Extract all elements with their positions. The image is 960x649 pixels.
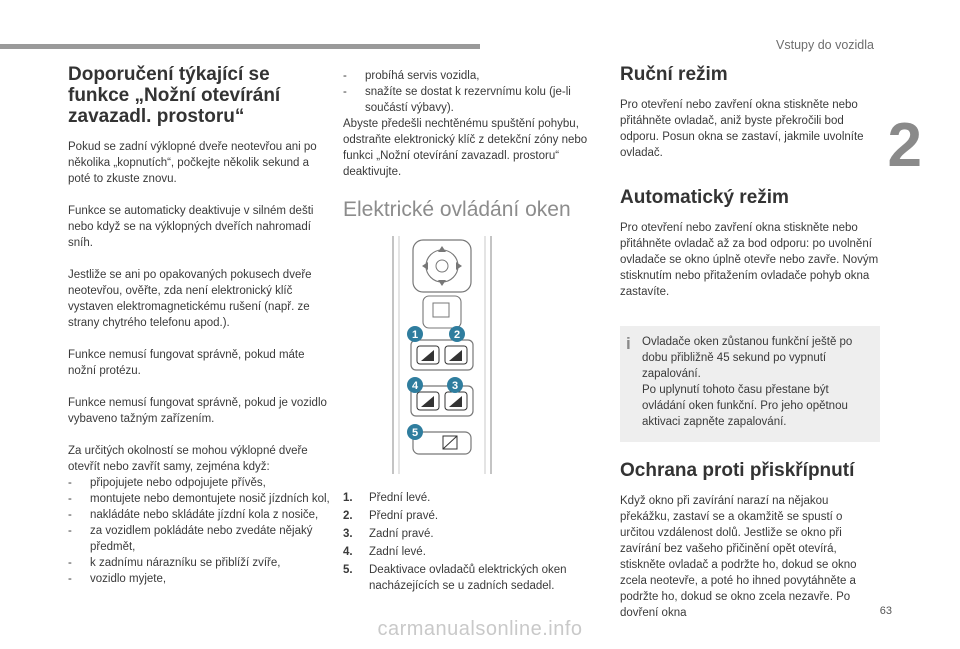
callout-4: 4	[411, 380, 419, 392]
legend-text: Přední pravé.	[369, 510, 439, 522]
list-item: - snažíte se dostat k rezervnímu kolu (je-li součástí výbavy).	[343, 84, 593, 116]
chapter-number: 2	[887, 111, 922, 180]
paragraph: Pro otevření nebo zavření okna stiskněte nebo přitáhněte ovladač, aniž byste překročili bod odporu. Posun okna se zastaví, jakmile uvolníte ovladač.	[620, 99, 864, 159]
legend-text: Zadní levé.	[369, 546, 426, 558]
legend-number: 4.	[343, 546, 353, 558]
list-item: - nakládáte nebo skládáte jízdní kola z nosiče,	[68, 507, 330, 523]
callout-3: 3	[451, 380, 459, 392]
callout-2: 2	[453, 329, 461, 341]
list-item: - montujete nebo demontujete nosič jízdních kol,	[68, 491, 330, 507]
legend-text: Deaktivace ovladačů elektrických oken nacházejících se u zadních sedadel.	[369, 564, 567, 592]
column-middle	[343, 68, 593, 596]
header-bar	[0, 44, 480, 49]
legend-number: 1.	[343, 492, 353, 504]
window-switch-panel-illustration	[387, 236, 497, 474]
section-title-foot-opening: Doporučení týkající se funkce „Nožní otevírání zavazadl. prostoru“	[68, 64, 281, 127]
info-icon: i	[626, 334, 631, 353]
legend-item	[343, 508, 593, 524]
legend-item	[343, 544, 593, 560]
paragraph: Pokud se zadní výklopné dveře neotevřou ani po několika „kopnutích“, počkejte několik sekund a poté to zkuste znovu.	[68, 141, 317, 185]
list-item: - probíhá servis vozidla,	[343, 68, 593, 84]
conditions-list	[68, 475, 330, 587]
info-text: Po uplynutí tohoto času přestane být ovládání oken funkční. Pro jeho opětnou aktivaci zapněte zapalování.	[642, 384, 848, 428]
list-item: - vozidlo myjete,	[68, 571, 330, 587]
window-switch-panel-icon	[387, 236, 497, 474]
paragraph: Jestliže se ani po opakovaných pokusech dveře neotevřou, ověřte, zda není elektronický klíč vystaven elektromagnetickému rušení (např. ze strany chytrého telefonu apod.).	[68, 269, 312, 329]
section-title-anti-pinch: Ochrana proti přiskřípnutí	[620, 460, 855, 481]
column-left	[68, 64, 330, 587]
info-text: Ovladače oken zůstanou funkční ještě po dobu přibližně 45 sekund po vypnutí zapalování.	[642, 336, 853, 380]
section-title-auto-mode: Automatický režim	[620, 187, 789, 208]
legend-number: 3.	[343, 528, 353, 540]
section-title-power-windows: Elektrické ovládání oken	[343, 198, 571, 221]
callout-1: 1	[411, 329, 419, 341]
page-number: 63	[879, 605, 892, 617]
paragraph: Funkce nemusí fungovat správně, pokud je vozidlo vybaveno tažným zařízením.	[68, 397, 327, 425]
column-right	[620, 64, 880, 621]
paragraph: Pro otevření nebo zavření okna stiskněte nebo přitáhněte ovladač až za bod odporu: po uvolnění ovladače se okno úplně otevře nebo zavře. Novým stisknutím nebo přitažením ovladače pohyb okna zastavíte.	[620, 222, 879, 298]
legend-item	[343, 490, 593, 506]
legend-text: Přední levé.	[369, 492, 431, 504]
paragraph: Za určitých okolností se mohou výklopné dveře otevřít nebo zavřít samy, zejména když:	[68, 445, 308, 473]
paragraph: Funkce nemusí fungovat správně, pokud máte nožní protézu.	[68, 349, 305, 377]
legend-list	[343, 490, 593, 594]
list-item: - k zadnímu nárazníku se přiblíží zvíře,	[68, 555, 330, 571]
chapter-label: Vstupy do vozidla	[776, 38, 874, 52]
legend-number: 5.	[343, 564, 353, 576]
callout-5: 5	[411, 427, 419, 439]
paragraph: Abyste předešli nechtěnému spuštění pohybu, odstraňte elektronický klíč z detekční zóny nebo funkci „Nožní otevírání zavazadl. prostoru“ deaktivujte.	[343, 118, 588, 178]
conditions-list-continued	[343, 68, 593, 116]
list-item: - za vozidlem pokládáte nebo zvedáte nějaký předmět,	[68, 523, 330, 555]
paragraph: Funkce se automaticky deaktivuje v silném dešti nebo když se na výklopných dveřích nahromadí sníh.	[68, 205, 314, 249]
info-box	[620, 326, 880, 442]
list-item: - připojujete nebo odpojujete přívěs,	[68, 475, 330, 491]
legend-text: Zadní pravé.	[369, 528, 434, 540]
paragraph: Když okno při zavírání narazí na nějakou překážku, zastaví se a okamžitě se spustí o určitou vzdálenost dolů. Jestliže se okno při zavírání bez vašeho přičinění opět otevírá, stiskněte ovladač a podržte ho, dokud se okno zcela neotevře, a poté ho ihned povytáhněte a podržte ho, dokud se okno zcela nezavře. Po dovření okna	[620, 495, 857, 619]
section-title-manual-mode: Ruční režim	[620, 64, 728, 85]
legend-item	[343, 562, 593, 594]
legend-number: 2.	[343, 510, 353, 522]
legend-item	[343, 526, 593, 542]
watermark: carmanualsonline.info	[377, 618, 583, 640]
